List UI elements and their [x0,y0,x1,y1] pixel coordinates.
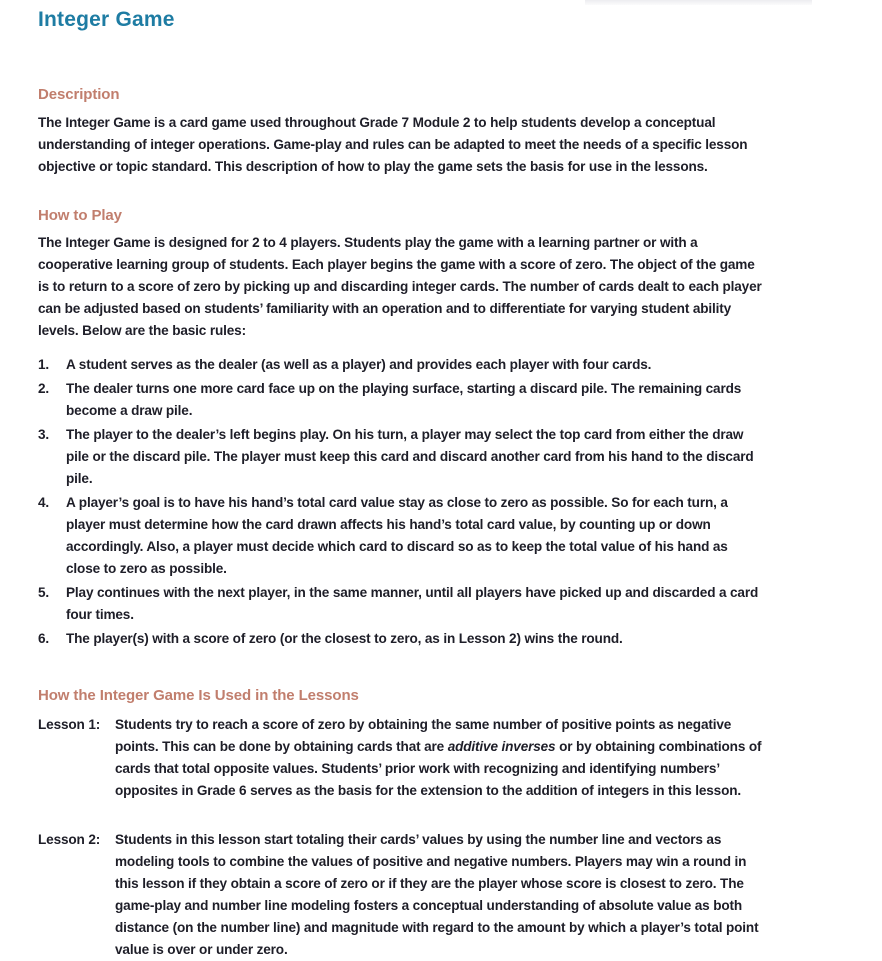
description-heading: Description [38,86,120,103]
rule-text: The player to the dealer’s left begins play. On his turn, a player may select the top card from either the draw pile or the discard pile. The player must keep this card and discard another card from his hand to the discard pile. [66,427,754,486]
rule-item-6 [38,628,764,650]
rule-text: The dealer turns one more card face up on the playing surface, starting a discard pile. The remaining cards become a draw pile. [66,381,742,418]
page-title: Integer Game [38,8,175,31]
rule-number: 6. [38,631,50,646]
lesson-2-label: Lesson 2: [38,832,101,847]
lesson-2-row [38,829,764,961]
rule-item-3 [38,424,764,490]
rules-list [38,354,764,650]
rule-text: Play continues with the next player, in the same manner, until all players have picked up and discarded a card four times. [66,585,759,622]
rule-text: A player’s goal is to have his hand’s total card value stay as close to zero as possible. So for each turn, a player must determine how the card drawn affects his hand’s total card value, by counting up or down accordingly. Also, a player must decide which card to discard so as to keep the total value of his hand as close to zero as possible. [66,495,728,576]
rule-number: 1. [38,357,50,372]
lessons-usage-heading: How the Integer Game Is Used in the Lessons [38,687,359,704]
lesson-1-italic-term: additive inverses [447,739,556,754]
rule-number: 5. [38,585,50,600]
window-top-edge-artifact [585,0,812,5]
lesson-1-text [115,714,764,802]
section-lessons-usage [38,687,764,961]
lesson-1-text-before: Students try to reach a score of zero by obtaining the same number of positive points as negative points. This can be done by obtaining cards that are [115,717,732,754]
rule-item-2 [38,378,764,422]
lesson-1-label: Lesson 1: [38,717,101,732]
section-description [38,86,764,178]
description-paragraph: The Integer Game is a card game used throughout Grade 7 Module 2 to help students develop a conceptual understanding of integer operations. Game-play and rules can be adapted to meet the needs of a specific lesson objective or topic standard. This description of how to play the game sets the basis for use in the lessons. [38,115,748,174]
lesson-1-text-after: or by obtaining combinations of cards that total opposite values. Students’ prior work with recognizing and identifying numbers’ opposites in Grade 6 serves as the basis for the extension to the addition of integers in this lesson. [115,739,762,798]
rule-number: 2. [38,381,50,396]
rule-number: 3. [38,427,50,442]
how-to-play-intro: The Integer Game is designed for 2 to 4 players. Students play the game with a learning partner or with a cooperative learning group of students. Each player begins the game with a score of zero. The object of the game is to return to a score of zero by picking up and discarding integer cards. The number of cards dealt to each player can be adjusted based on students’ familiarity with an operation and to differentiate for varying student ability levels. Below are the basic rules: [38,235,762,338]
rule-item-1 [38,354,764,376]
rule-text: The player(s) with a score of zero (or the closest to zero, as in Lesson 2) wins the round. [66,631,623,646]
rule-text: A student serves as the dealer (as well as a player) and provides each player with four cards. [66,357,652,372]
rule-item-5 [38,582,764,626]
how-to-play-heading: How to Play [38,207,122,224]
rule-item-4 [38,492,764,580]
document-page [38,8,764,961]
rule-number: 4. [38,495,50,510]
lesson-2-text: Students in this lesson start totaling their cards’ values by using the number line and vectors as modeling tools to combine the values of positive and negative numbers. Players may win a round in this lesson if they obtain a score of zero or if they are the player whose score is closest to zero. The game-play and number line modeling fosters a conceptual understanding of absolute value as both distance (on the number line) and magnitude with regard to the amount by which a player’s total point value is over or under zero. [115,832,759,957]
section-how-to-play [38,207,764,650]
lesson-1-row [38,714,764,802]
